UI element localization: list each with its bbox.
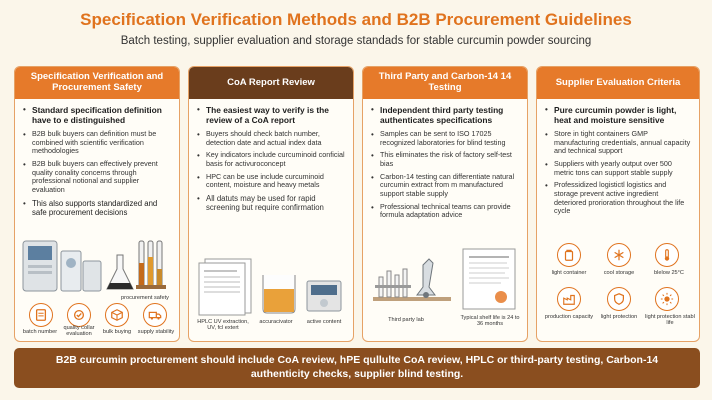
figure-caption: procurement safety	[121, 295, 169, 301]
icon-label: blelow 25°C	[654, 270, 684, 276]
shield-icon	[607, 287, 631, 311]
icon-label: bulk buying	[102, 329, 132, 335]
list-item: • The easiest way to verify is the review of a CoA report	[197, 105, 345, 125]
icon-label: light container	[551, 270, 587, 276]
list-item: • Carbon-14 testing can differentiate natural curcumin extract from m manufactured support stable supply	[371, 173, 519, 199]
supply-icon	[143, 303, 167, 327]
list-item: • This eliminates the risk of factory self-test bias	[371, 151, 519, 168]
icon-label: cool storage	[603, 270, 635, 276]
icon-label: batch number	[22, 329, 58, 335]
icon-label: light protection stabl life	[645, 314, 695, 327]
bullet-list	[189, 99, 353, 213]
panel-third-party-testing	[362, 66, 528, 342]
thermometer-icon	[655, 243, 679, 267]
panel-header: CoA Report Review	[189, 67, 353, 99]
list-item: • Independent third party testing authenticates specifications	[371, 105, 519, 125]
icon-label: light protection	[600, 314, 638, 320]
list-item: • This also supports standardized and safe procurement decisions	[23, 199, 171, 218]
bullet-list	[537, 99, 699, 216]
footer-summary: B2B curcumin procturement should include CoA review, hPE qullulte CoA review, HPLC or third-party testing, Carbon-14 authenticity checks, supplier blind testing.	[14, 348, 700, 388]
panel-supplier-evaluation	[536, 66, 700, 342]
coa-document-illustration	[197, 255, 347, 317]
list-item: • Buyers should check batch number, detection date and actual index data	[197, 130, 345, 147]
factory-icon	[557, 287, 581, 311]
icon-label: quality collar evaluation	[63, 325, 95, 338]
panel-header: Supplier Evaluation Criteria	[537, 67, 699, 99]
list-item: • Standard specification definition have to e distinguished	[23, 105, 171, 125]
list-item: • Professidized logistictl logistics and storage prevent active ingredient deteriored prorioration throughout the life cycle	[545, 181, 691, 216]
figure-label: Third party lab	[388, 317, 424, 323]
list-item: • All datuts may be used for rapid screening but require confirmation	[197, 194, 345, 213]
panel-coa-review	[188, 66, 354, 342]
icon-label: production capacity	[544, 314, 594, 320]
figure-label: accuracivator	[259, 319, 293, 325]
page-title: Specification Verification Methods and B2B Procurement Guidelines	[80, 10, 632, 29]
container-icon	[557, 243, 581, 267]
bullet-list	[15, 99, 179, 217]
list-item: • B2B bulk buyers can effectively prevent quality conality concerns through professional notional and supplier evaluation	[23, 160, 171, 195]
bullet-list	[363, 99, 527, 220]
figure-label: HPLC UV extraction, UV, fcl extert	[197, 319, 249, 332]
list-item: • Professional technical teams can provide formula adaptation advice	[371, 203, 519, 220]
quality-icon	[67, 303, 91, 327]
sun-icon	[655, 287, 679, 311]
figure-label: active content	[306, 319, 342, 325]
figure-label: Typical shelf life is 24 to 36 months	[460, 315, 520, 328]
panel-header: Specification Verification and Procurement Safety	[15, 67, 179, 99]
list-item: • Suppliers with yearly output over 500 metric tons can support stable supply	[545, 160, 691, 177]
list-item: • Key indicators include curcuminoid conficial basis for activuroconcept	[197, 151, 345, 168]
list-item: • Samples can be sent to ISO 17025 recognized laboratories for blind testing	[371, 130, 519, 147]
bulk-buying-icon	[105, 303, 129, 327]
panel-header: Third Party and Carbon-14 14 Testing	[363, 67, 527, 99]
list-item: • Pure curcumin powder is light, heat and moisture sensitive	[545, 105, 691, 125]
batch-icon	[29, 303, 53, 327]
lab-equipment-illustration	[21, 235, 173, 299]
list-item: • HPC can be use include curcuminoid content, moisture and heavy metals	[197, 173, 345, 190]
list-item: • Store in tight containers GMP manufacturing credentials, annual capacity and technical support	[545, 130, 691, 156]
page-subtitle: Batch testing, supplier evaluation and storage standads for stable curcumin powder sourcing	[120, 35, 592, 47]
third-party-lab-illustration	[371, 247, 521, 313]
storage-icon	[607, 243, 631, 267]
list-item: • B2B bulk buyers can definition must be combined with scientific verification methodologies	[23, 130, 171, 156]
panel-procurement-safety	[14, 66, 180, 342]
icon-label: supply stability	[137, 329, 175, 335]
